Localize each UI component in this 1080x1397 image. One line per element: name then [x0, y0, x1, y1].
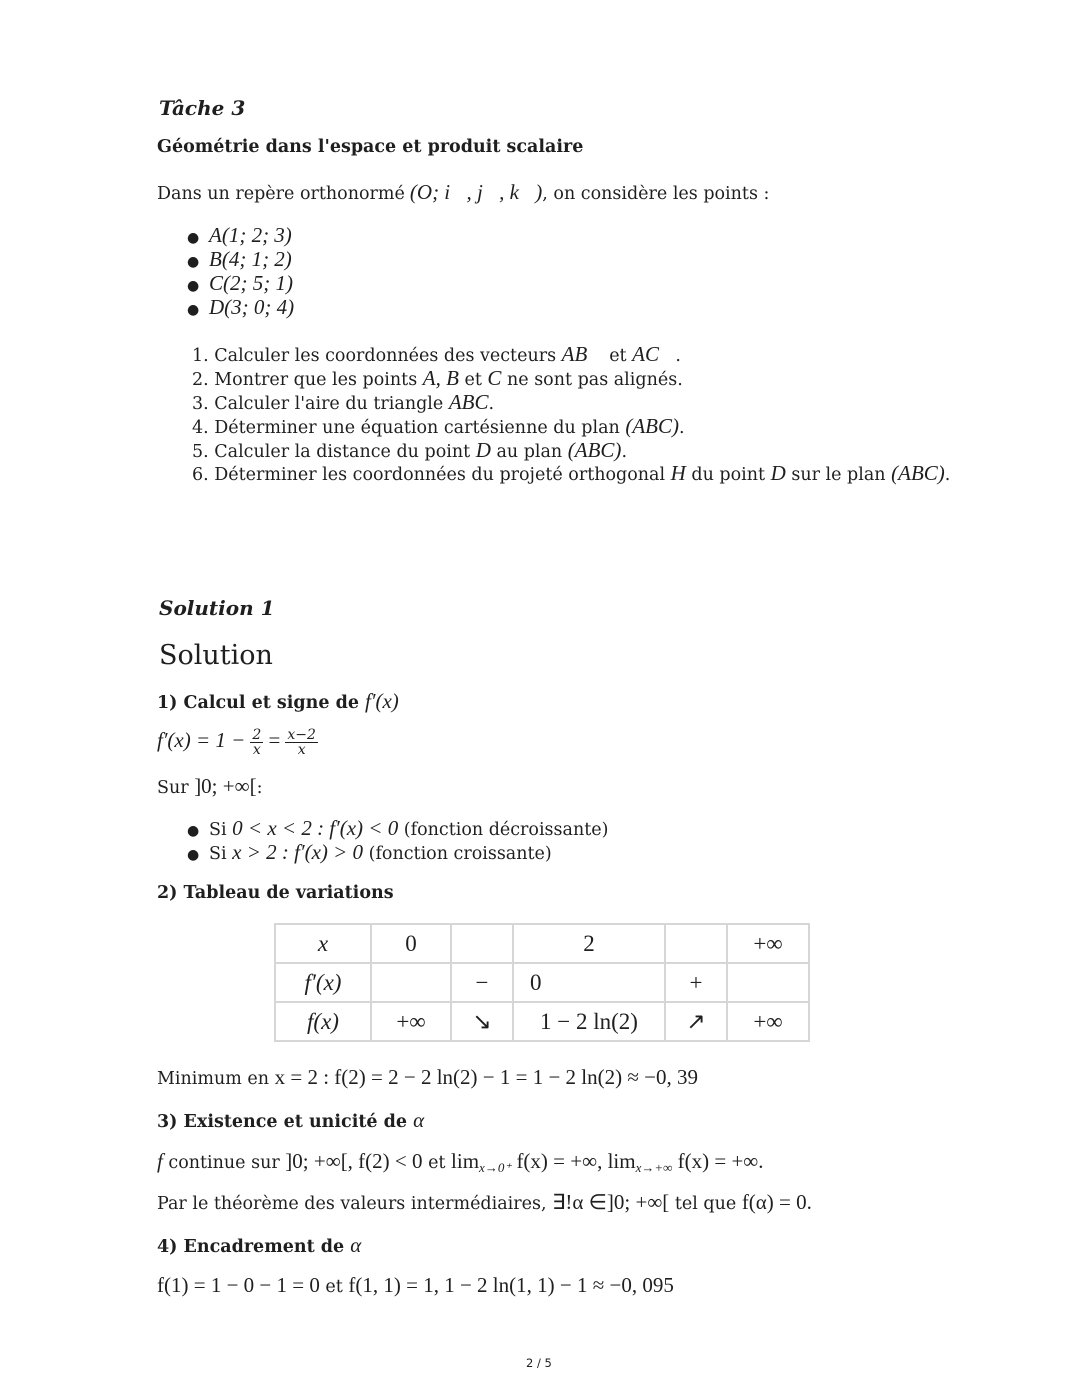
point-b: B(4; 1; 2): [209, 247, 292, 271]
l2-text: Par le théorème des valeurs intermédiaires,: [157, 1194, 553, 1214]
table-cell: −: [451, 963, 513, 1002]
q-math: D: [770, 461, 786, 485]
section-4-title: [157, 1233, 361, 1258]
q-math: A, B: [422, 366, 459, 390]
domain-math: ]0; +∞[: [194, 774, 257, 798]
s3-title-text: 3) Existence et unicité de: [157, 1112, 414, 1132]
table-cell: 1 − 2 ln(2): [513, 1002, 665, 1041]
case-increasing: [209, 840, 552, 865]
q-text: et: [603, 346, 633, 366]
table-cell: 0: [513, 963, 665, 1002]
s1-title-text: 1) Calcul et signe de: [157, 693, 366, 713]
q-text: 1. Calculer les coordonnées des vecteurs: [192, 346, 562, 366]
l1-math: f: [157, 1149, 163, 1173]
question-5: [192, 438, 627, 463]
arrow-down-icon: ↘: [451, 1002, 513, 1041]
continuity-line: [157, 1149, 764, 1176]
q-math: ABC: [448, 390, 489, 414]
q-text: au plan: [490, 442, 568, 462]
frac-den: x: [252, 742, 261, 758]
frac-num: 2: [252, 727, 262, 743]
case-post: (fonction croissante): [363, 844, 552, 864]
q-text: .: [621, 442, 628, 462]
table-cell: [727, 963, 809, 1002]
l2-text: tel que: [669, 1194, 742, 1214]
table-cell: f′(x): [275, 963, 371, 1002]
bullet-dot: ●: [187, 847, 200, 863]
q-text: .: [679, 418, 685, 438]
table-cell: [371, 963, 451, 1002]
l4-text: et: [319, 1277, 349, 1297]
q-text: ne sont pas alignés.: [501, 370, 683, 390]
page-number: 2 / 5: [526, 1356, 552, 1370]
case-math: x > 2 : f′(x) > 0: [232, 840, 364, 864]
q-text: sur le plan: [785, 465, 892, 485]
minimum-line: [157, 1065, 698, 1090]
eq-mid: =: [268, 728, 281, 752]
q-math: (ABC): [567, 438, 622, 462]
bullet-dot: ●: [187, 278, 200, 294]
l4-math: f(1) = 1 − 0 − 1 = 0: [157, 1273, 320, 1297]
l1-math: f(x) = +∞.: [672, 1149, 764, 1173]
case-pre: Si: [209, 820, 233, 840]
limit-subscript: x→+∞: [635, 1160, 673, 1176]
solution-label: Solution 1: [159, 596, 275, 620]
min-math: x = 2 : f(2) = 2 − 2 ln(2) − 1 = 1 − 2 ln(2) ≈ −0, 39: [274, 1065, 698, 1089]
question-6: [192, 461, 950, 486]
bullet-dot: ●: [187, 230, 200, 246]
limit-subscript: x→0⁺: [479, 1160, 512, 1176]
s4-title-text: 4) Encadrement de: [157, 1237, 351, 1257]
table-cell: [665, 924, 727, 963]
bounds-line: [157, 1273, 674, 1298]
s4-title-math: α: [350, 1233, 362, 1257]
table-cell: x: [275, 924, 371, 963]
l1-math: f(x) = +∞, lim: [511, 1149, 636, 1173]
derivative-equation: [157, 728, 318, 757]
table-row-fprime: [275, 963, 809, 1002]
table-cell: [451, 924, 513, 963]
case-pre: Si: [209, 844, 233, 864]
bullet-dot: ●: [187, 302, 200, 318]
domain-text: Sur: [157, 778, 195, 798]
table-cell: 2: [513, 924, 665, 963]
q-text: du point: [685, 465, 771, 485]
section-1-title: [157, 689, 399, 714]
variation-table: [274, 923, 810, 1042]
intro-prefix: Dans un repère orthonormé: [157, 184, 405, 204]
table-cell: f(x): [275, 1002, 371, 1041]
point-d: D(3; 0; 4): [209, 295, 295, 319]
q-math: AC⃗: [632, 342, 676, 366]
case-math: 0 < x < 2 : f′(x) < 0: [232, 816, 399, 840]
l1-text: continue sur: [162, 1153, 286, 1173]
l1-math: lim: [451, 1149, 480, 1173]
q-text: .: [488, 394, 495, 414]
task-title: Tâche 3: [159, 96, 246, 120]
arrow-up-icon: ↗: [665, 1002, 727, 1041]
point-c: C(2; 5; 1): [209, 271, 293, 295]
case-post: (fonction décroissante): [398, 820, 609, 840]
q-text: 4. Déterminer une équation cartésienne du plan: [192, 418, 626, 438]
task-intro: [157, 180, 769, 205]
q-math: (ABC): [891, 461, 945, 485]
table-cell: +∞: [727, 1002, 809, 1041]
table-cell: 0: [371, 924, 451, 963]
fraction: [285, 728, 318, 757]
bullet-dot: ●: [187, 254, 200, 270]
point-a: A(1; 2; 3): [209, 223, 292, 247]
q-text: 6. Déterminer les coordonnées du projeté orthogonal: [192, 465, 671, 485]
s1-title-math: f′(x): [365, 689, 399, 713]
q-text: .: [944, 465, 951, 485]
q-text: 3. Calculer l'aire du triangle: [192, 394, 449, 414]
domain-line: [157, 774, 262, 799]
intro-math: (O; i⃗, j⃗, k⃗): [409, 180, 543, 204]
section-3-title: [157, 1108, 424, 1133]
q-math: H: [670, 461, 686, 485]
min-text: Minimum en: [157, 1069, 275, 1089]
fraction: [250, 728, 263, 757]
bullet-dot: ●: [187, 823, 200, 839]
domain-suffix: :: [256, 778, 263, 798]
solution-heading: Solution: [159, 640, 273, 671]
q-text: .: [675, 346, 681, 366]
q-math: AB⃗: [561, 342, 604, 366]
table-cell: +∞: [727, 924, 809, 963]
q-math: (ABC): [625, 414, 680, 438]
eq-left: f′(x) = 1 −: [157, 728, 246, 752]
question-3: [192, 390, 494, 415]
intro-suffix: , on considère les points :: [542, 184, 770, 204]
s3-title-math: α: [413, 1108, 425, 1132]
table-row-x: [275, 924, 809, 963]
l2-math: f(α) = 0.: [741, 1190, 812, 1214]
section-2-title: 2) Tableau de variations: [157, 883, 394, 903]
l1-text: et: [422, 1153, 452, 1173]
case-decreasing: [209, 816, 608, 841]
q-math: D: [475, 438, 491, 462]
frac-num: x−2: [287, 727, 316, 743]
l4-math: f(1, 1) = 1, 1 − 2 ln(1, 1) − 1 ≈ −0, 095: [348, 1273, 674, 1297]
q-math: C: [487, 366, 502, 390]
task-subtitle: Géométrie dans l'espace et produit scalaire: [157, 137, 584, 157]
question-1: [192, 342, 681, 367]
l1-math: ]0; +∞[, f(2) < 0: [285, 1149, 423, 1173]
ivt-line: [157, 1190, 812, 1215]
table-cell: +∞: [371, 1002, 451, 1041]
q-text: et: [458, 370, 488, 390]
l2-math: ∃!α ∈]0; +∞[: [552, 1190, 670, 1214]
table-row-f: [275, 1002, 809, 1041]
q-text: 5. Calculer la distance du point: [192, 442, 476, 462]
table-cell: +: [665, 963, 727, 1002]
question-2: [192, 366, 683, 391]
frac-den: x: [297, 742, 306, 758]
question-4: [192, 414, 685, 439]
q-text: 2. Montrer que les points: [192, 370, 423, 390]
